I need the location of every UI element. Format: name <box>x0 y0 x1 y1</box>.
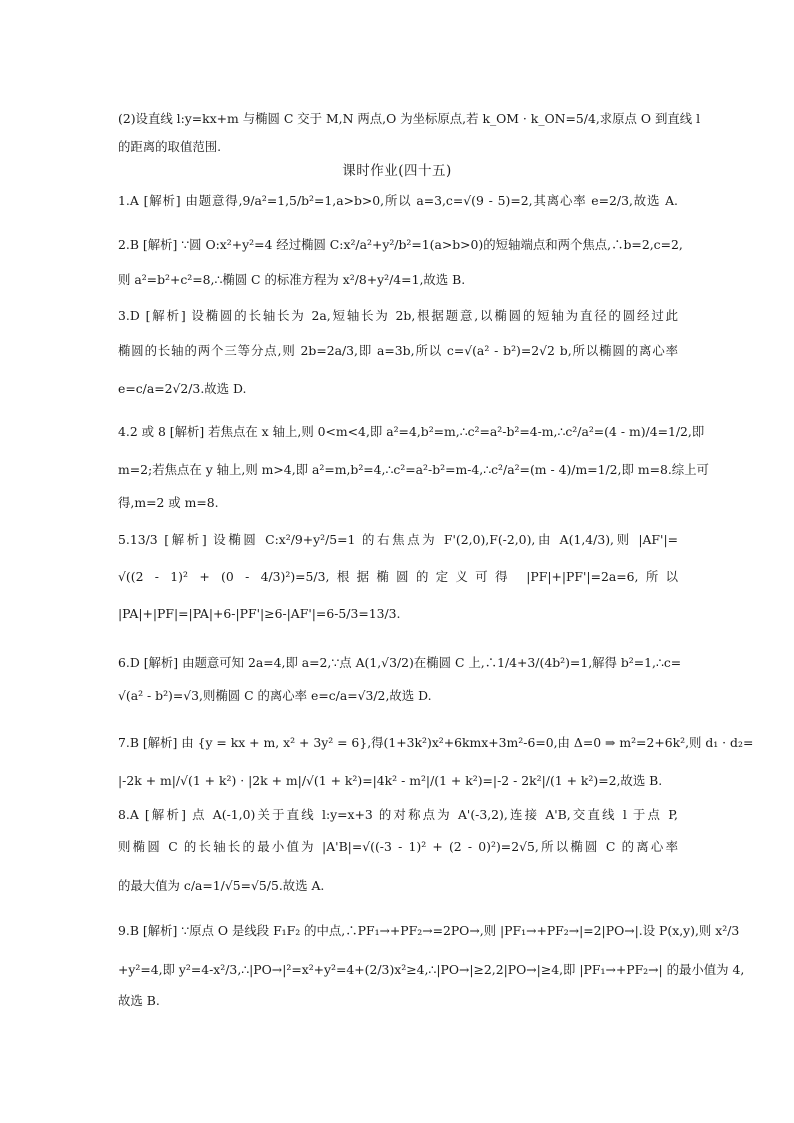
answer-7-line-2: |-2k + m|/√(1 + k²) · |2k + m|/√(1 + k²)=|4k² - m²|/(1 + k²)=|-2 - 2k²|/(1 + k²)=2,故选 B. <box>118 773 663 788</box>
answer-7-line-1: 7.B [解析] 由 {y = kx + m, x² + 3y² = 6},得(1+3k²)x²+6kmx+3m²-6=0,由 Δ=0 ⇒ m²=2+6k²,则 d₁ · d₂= <box>118 735 754 750</box>
answer-5-line-3: |PA|+|PF|=|PA|+6-|PF'|≥6-|AF'|=6-5/3=13/3. <box>118 606 401 621</box>
answer-9-line-1: 9.B [解析] ∵原点 O 是线段 F₁F₂ 的中点,∴PF₁→+PF₂→=2PO→,则 |PF₁→+PF₂→|=2|PO→|.设 P(x,y),则 x²/3 <box>118 923 740 938</box>
answer-4-line-3: 得,m=2 或 m=8. <box>118 495 219 510</box>
answer-8-line-2: 则椭圆 C 的长轴长的最小值为 |A'B|=√((-3 - 1)² + (2 - 0)²)=2√5,所以椭圆 C 的离心率 <box>118 839 678 854</box>
answer-2-line-1: 2.B [解析] ∵圆 O:x²+y²=4 经过椭圆 C:x²/a²+y²/b²=1(a>b>0)的短轴端点和两个焦点,∴b=2,c=2, <box>118 237 683 252</box>
answer-1-line-1: 1.A [解析] 由题意得,9/a²=1,5/b²=1,a>b>0,所以 a=3,c=√(9 - 5)=2,其离心率 e=2/3,故选 A. <box>118 193 678 208</box>
answer-4-line-1: 4.2 或 8 [解析] 若焦点在 x 轴上,则 0<m<4,即 a²=4,b²=m,∴c²=a²-b²=4-m,∴c²/a²=(4 - m)/4=1/2,即 <box>118 424 705 439</box>
section-title: 课时作业(四十五) <box>342 163 452 179</box>
answer-5-line-1: 5.13/3 [解析] 设椭圆 C:x²/9+y²/5=1 的右焦点为 F'(2,0),F(-2,0),由 A(1,4/3),则 |AF'|= <box>118 532 678 547</box>
answer-6-line-2: √(a² - b²)=√3,则椭圆 C 的离心率 e=c/a=√3/2,故选 D. <box>118 688 432 703</box>
answer-5-line-2: √((2 - 1)² + (0 - 4/3)²)=5/3,根据椭圆的定义可得 |PF|+|PF'|=2a=6,所以 <box>118 569 678 584</box>
answer-4-line-2: m=2;若焦点在 y 轴上,则 m>4,即 a²=m,b²=4,∴c²=a²-b²=m-4,∴c²/a²=(m - 4)/m=1/2,即 m=8.综上可 <box>118 462 709 477</box>
answer-6-line-1: 6.D [解析] 由题意可知 2a=4,即 a=2,∵点 A(1,√3/2)在椭圆 C 上,∴1/4+3/(4b²)=1,解得 b²=1,∴c= <box>118 655 682 670</box>
answer-8-line-3: 的最大值为 c/a=1/√5=√5/5.故选 A. <box>118 878 325 893</box>
answer-9-line-3: 故选 B. <box>118 993 160 1008</box>
answer-3-line-1: 3.D [解析] 设椭圆的长轴长为 2a,短轴长为 2b,根据题意,以椭圆的短轴为直径的圆经过此 <box>118 308 678 323</box>
intro-line-1: (2)设直线 l:y=kx+m 与椭圆 C 交于 M,N 两点,O 为坐标原点,若 k_OM · k_ON=5/4,求原点 O 到直线 l <box>118 111 701 126</box>
answer-8-line-1: 8.A [解析] 点 A(-1,0)关于直线 l:y=x+3 的对称点为 A'(-3,2),连接 A'B,交直线 l 于点 P, <box>118 807 678 822</box>
answer-3-line-3: e=c/a=2√2/3.故选 D. <box>118 381 247 396</box>
answer-3-line-2: 椭圆的长轴的两个三等分点,则 2b=2a/3,即 a=3b,所以 c=√(a² - b²)=2√2 b,所以椭圆的离心率 <box>118 343 678 358</box>
intro-line-2: 的距离的取值范围. <box>118 139 222 154</box>
answer-9-line-2: +y²=4,即 y²=4-x²/3,∴|PO→|²=x²+y²=4+(2/3)x²≥4,∴|PO→|≥2,2|PO→|≥4,即 |PF₁→+PF₂→| 的最小值为 4, <box>118 962 745 977</box>
answer-2-line-2: 则 a²=b²+c²=8,∴椭圆 C 的标准方程为 x²/8+y²/4=1,故选 B. <box>118 272 466 287</box>
